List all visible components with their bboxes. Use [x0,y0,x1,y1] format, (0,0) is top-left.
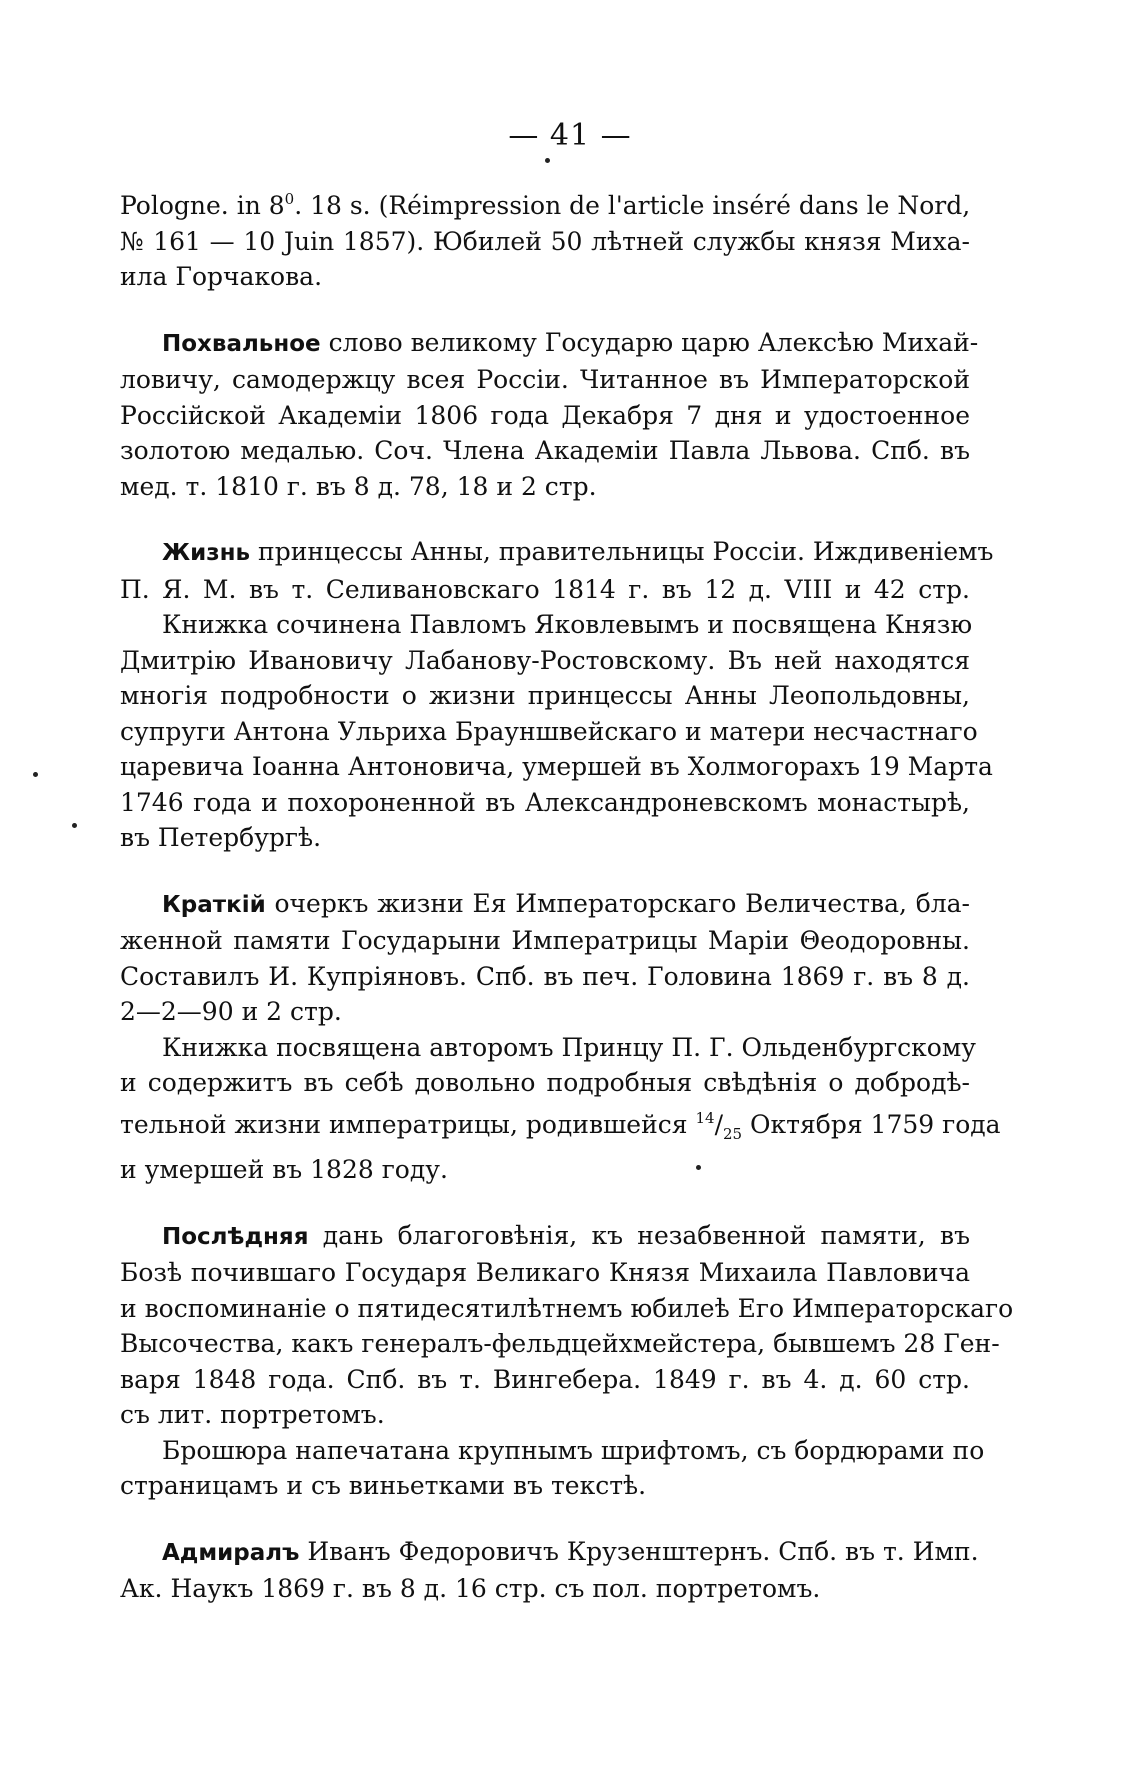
entry-line: супруги Антона Ульриха Брауншвейскаго и матери несчастнаго [120,716,978,746]
bibliography-entry [120,182,970,295]
entry-line: ловичу, самодержцу всея Россiи. Читанное въ Императорской [120,365,970,394]
entry-line: тельной жизни императрицы, родившейся $^{14}/_{25}$ Октября 1759 года [120,1108,1001,1143]
entry-line: царевича Iоанна Антоновича, умершей въ Холмогорахъ 19 Марта [120,752,993,781]
bibliography-entry [120,534,994,856]
entry-line [120,886,970,924]
entry-lead-word: Адмиралъ [162,1539,300,1566]
scan-speck [545,158,550,163]
entry-lead-word: Похвальное [162,330,321,357]
entry-line: П. Я. М. въ т. Селивановскаго 1814 г. въ 12 д. VIII и 42 стр. [120,574,970,604]
text-span: Октября 1759 года [742,1109,1001,1139]
scan-speck [72,823,77,828]
text-span: Иванъ Федоровичъ Крузенштернъ. Спб. въ т. Имп. [299,1536,979,1566]
page-number: — 41 — [508,118,632,153]
superscript: 14 [695,1108,715,1127]
entry-line: варя 1848 года. Спб. въ т. Вингебера. 1849 г. въ 4. д. 60 стр. [120,1364,970,1394]
entry-line: Россiйской Академiи 1806 года Декабря 7 дня и удостоенное [120,400,970,430]
entry-line: Дмитрiю Ивановичу Лабанову-Ростовскому. Въ ней находятся [120,645,970,675]
text-span: тельной жизни императрицы, родившейся [120,1109,688,1139]
text-span: . 18 s. (Réimpression de l'article inséré dans le Nord, [294,191,971,220]
entry-line: Книжка сочинена Павломъ Яковлевымъ и посвящена Князю [162,610,973,639]
entry-line: 1746 года и похороненной въ Александроневскомъ монастырѣ, [120,787,970,817]
entry-line: и умершей въ 1828 году. [120,1155,448,1184]
entry-line: Брошюра напечатана крупнымъ шрифтомъ, съ бордюрами по [162,1435,985,1465]
scan-speck [33,772,38,777]
entry-line: Книжка посвящена авторомъ Принцу П. Г. Ольденбургскому [162,1032,977,1062]
entry-lead-word: Жизнь [162,540,251,566]
entry-line: Бозѣ почившаго Государя Великаго Князя Михаила Павловича [120,1258,970,1287]
entry-line: 2—2—90 и 2 стр. [120,997,342,1026]
entry-line [120,182,970,224]
entry-line: Высочества, какъ генералъ-фельдцейхмейстера, бывшемъ 28 Ген- [120,1329,1000,1358]
entry-line: Ак. Наукъ 1869 г. въ 8 д. 16 стр. съ пол. портретомъ. [120,1574,821,1603]
superscript: 0 [284,190,295,208]
entry-line: Составилъ И. Купрiяновъ. Спб. въ печ. Головина 1869 г. въ 8 д. [120,961,970,991]
entry-line: многiя подробности о жизни принцессы Анны Леопольдовны, [120,681,970,710]
bibliography-entry [120,325,979,505]
entry-line [120,1534,979,1572]
entry-line: ила Горчакова. [120,262,323,291]
entry-line: и содержитъ въ себѣ довольно подробныя свѣдѣнiя о добродѣ- [120,1068,970,1097]
bibliography-entry [120,1534,979,1607]
bibliography-list [120,182,1014,1637]
bibliography-entry [120,1218,1014,1504]
entry-line: золотою медалью. Соч. Члена Академiи Павла Львова. Спб. въ [120,436,970,465]
entry-line: женной памяти Государыни Императрицы Марiи Θеодоровны. [120,926,970,955]
entry-line [120,1218,970,1256]
text-span: дань благоговѣнiя, къ незабвенной памяти, въ [308,1220,970,1250]
entry-lead-word: Краткiй [162,891,266,918]
entry-line: страницамъ и съ виньетками въ текстѣ. [120,1471,647,1500]
entry-lead-word: Послѣдняя [162,1223,309,1250]
text-span: слово великому Государю царю Алексѣю Михай- [320,327,979,357]
scan-speck [696,1165,701,1170]
entry-line: и воспоминанiе о пятидесятилѣтнемъ юбилеѣ Его Императорскаго [120,1293,1014,1323]
entry-line [120,534,994,572]
entry-line: мед. т. 1810 г. въ 8 д. 78, 18 и 2 стр. [120,471,597,501]
entry-line: № 161 — 10 Juin 1857). Юбилей 50 лѣтней службы князя Миха- [120,226,970,256]
text-span: Pologne. in 8 [120,191,285,220]
text-span: принцессы Анны, правительницы Россiи. Иждивенiемъ [250,537,994,566]
entry-line: съ лит. портретомъ. [120,1400,385,1429]
subscript: 25 [723,1124,743,1143]
entry-line [120,325,979,363]
text-span: очеркъ жизни Ея Императорскаго Величества, бла- [265,888,970,918]
bibliography-entry [120,886,1001,1188]
entry-line: въ Петербургѣ. [120,823,322,852]
